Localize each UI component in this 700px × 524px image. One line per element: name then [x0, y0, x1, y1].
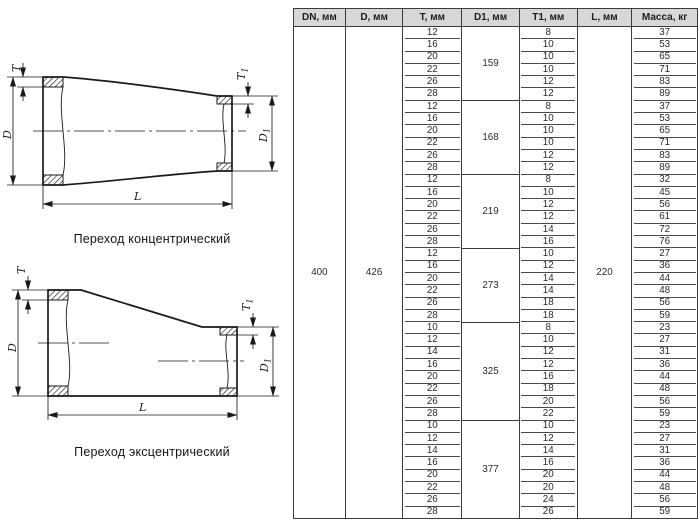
cell-t: 20 [405, 199, 460, 211]
l-dimension-label: L [134, 190, 142, 203]
cell-t: 16 [405, 187, 460, 199]
eccentric-break-lines [66, 300, 228, 388]
cell-t1: 10 [521, 421, 575, 433]
t-values [403, 27, 461, 518]
cell-mass: 72 [634, 224, 696, 236]
cell-t: 28 [405, 88, 460, 100]
cell-t: 26 [405, 494, 460, 506]
cell-t1: 18 [521, 384, 575, 396]
cell-mass: 23 [634, 421, 696, 433]
cell-mass: 27 [634, 248, 696, 260]
cell-t: 20 [405, 52, 460, 64]
cell-t1: 12 [521, 88, 575, 100]
cell-mass: 89 [634, 88, 696, 100]
cell-t: 10 [405, 322, 460, 334]
cell-mass: 83 [634, 150, 696, 162]
cell-t1: 12 [521, 76, 575, 88]
cell-t1: 10 [521, 64, 575, 76]
cell-d1-group: 325 [462, 323, 519, 421]
header-mass: Масса, кг [632, 9, 697, 27]
eccentric-wall-sections [48, 290, 237, 396]
t-dimension-label: T [15, 266, 28, 274]
cell-t: 28 [405, 408, 460, 420]
cell-t: 14 [405, 347, 460, 359]
concentric-caption: Переход концентрический [73, 232, 231, 246]
cell-t: 12 [405, 101, 460, 113]
cell-t1: 8 [521, 322, 575, 334]
cell-t1: 14 [521, 224, 575, 236]
cell-mass: 56 [634, 199, 696, 211]
cell-t1: 10 [521, 187, 575, 199]
cell-t: 12 [405, 334, 460, 346]
cell-t: 10 [405, 421, 460, 433]
cell-mass: 31 [634, 347, 696, 359]
t1-dimension-label: $T_1$ [240, 298, 255, 311]
cell-mass: 89 [634, 162, 696, 174]
col-d1 [462, 9, 520, 518]
cell-t1: 12 [521, 359, 575, 371]
d1-dimension-label: $D_1$ [258, 358, 273, 372]
eccentric-caption: Переход эксцентрический [74, 445, 230, 459]
header-dn: DN, мм [294, 9, 345, 27]
col-t1 [520, 9, 578, 518]
cell-t: 16 [405, 457, 460, 469]
cell-d1-group: 168 [462, 101, 519, 175]
cell-t: 12 [405, 27, 460, 39]
cell-t1: 10 [521, 248, 575, 260]
cell-mass: 44 [634, 273, 696, 285]
cell-t: 28 [405, 236, 460, 248]
cell-mass: 27 [634, 433, 696, 445]
d1-values [462, 27, 519, 518]
cell-mass: 71 [634, 138, 696, 150]
cell-mass: 48 [634, 384, 696, 396]
cell-t: 14 [405, 445, 460, 457]
cell-mass: 56 [634, 494, 696, 506]
diagrams-panel [0, 0, 290, 524]
d-dimension-label: D [6, 343, 19, 352]
cell-t1: 10 [521, 334, 575, 346]
cell-d1-group: 159 [462, 27, 519, 101]
t-dimension-label: T [10, 64, 23, 72]
cell-t: 28 [426, 506, 438, 518]
cell-t: 12 [405, 175, 460, 187]
cell-t: 26 [405, 76, 460, 88]
col-t [403, 9, 462, 518]
t1-values [520, 27, 577, 518]
header-d1: D1, мм [462, 9, 519, 27]
d1-dimension-label: $D_1$ [257, 128, 272, 142]
cell-mass: 27 [634, 334, 696, 346]
header-d: D, мм [346, 9, 403, 27]
cell-t: 22 [405, 482, 460, 494]
cell-mass: 56 [634, 396, 696, 408]
cell-mass: 53 [634, 39, 696, 51]
cell-mass: 65 [634, 52, 696, 64]
cell-mass: 71 [634, 64, 696, 76]
cell-mass: 53 [634, 113, 696, 125]
cell-mass: 23 [634, 322, 696, 334]
cell-t: 22 [405, 64, 460, 76]
col-d [346, 9, 404, 518]
col-l [578, 9, 633, 518]
cell-mass: 36 [634, 457, 696, 469]
cell-t: 12 [405, 433, 460, 445]
cell-mass: 48 [634, 482, 696, 494]
mass-values [632, 27, 697, 518]
cell-mass: 37 [634, 27, 696, 39]
cell-t: 26 [405, 150, 460, 162]
cell-t1: 10 [521, 138, 575, 150]
cell-t: 28 [405, 162, 460, 174]
cell-t1: 18 [521, 310, 575, 322]
cell-t1: 14 [521, 285, 575, 297]
cell-mass: 36 [634, 359, 696, 371]
cell-t: 22 [405, 285, 460, 297]
cell-t1: 8 [521, 175, 575, 187]
cell-mass: 44 [634, 470, 696, 482]
cell-mass: 59 [659, 506, 671, 518]
col-mass [632, 9, 697, 518]
cell-t1: 8 [521, 27, 575, 39]
cell-d-value: 426 [365, 267, 383, 278]
cell-t1: 16 [521, 236, 575, 248]
cell-t1: 20 [521, 470, 575, 482]
cell-dn-value: 400 [311, 267, 328, 278]
cell-mass: 32 [634, 175, 696, 187]
cell-t1: 8 [521, 101, 575, 113]
cell-mass: 37 [634, 101, 696, 113]
cell-mass: 76 [634, 236, 696, 248]
cell-t1: 16 [521, 457, 575, 469]
cell-t: 26 [405, 396, 460, 408]
header-t: T, мм [403, 9, 461, 27]
cell-t: 28 [405, 310, 460, 322]
cell-t1: 14 [521, 445, 575, 457]
cell-l-value: 220 [596, 267, 613, 278]
header-t1: T1, мм [520, 9, 577, 27]
cell-t1: 12 [521, 150, 575, 162]
header-l: L, мм [578, 9, 632, 27]
cell-t1: 12 [521, 211, 575, 223]
cell-mass: 45 [634, 187, 696, 199]
cell-mass: 65 [634, 125, 696, 137]
concentric-reducer-drawing [1, 63, 278, 209]
cell-mass: 56 [634, 298, 696, 310]
d-dimension-label: D [1, 130, 14, 139]
cell-t1: 12 [521, 347, 575, 359]
cell-t1: 12 [521, 261, 575, 273]
cell-mass: 48 [634, 285, 696, 297]
cell-t1: 20 [521, 482, 575, 494]
cell-t1: 10 [521, 125, 575, 137]
cell-mass: 59 [634, 310, 696, 322]
cell-t1: 12 [521, 433, 575, 445]
col-dn [294, 9, 346, 518]
cell-t: 16 [405, 39, 460, 51]
cell-d1-group: 219 [462, 175, 519, 249]
eccentric-reducer-drawing [6, 265, 279, 420]
cell-t1: 20 [521, 396, 575, 408]
cell-t: 26 [405, 224, 460, 236]
cell-t1: 10 [521, 39, 575, 51]
cell-t1: 12 [521, 199, 575, 211]
cell-t: 22 [405, 211, 460, 223]
cell-t1: 18 [521, 298, 575, 310]
cell-t1: 10 [521, 113, 575, 125]
cell-mass: 31 [634, 445, 696, 457]
cell-t: 22 [405, 138, 460, 150]
cell-t: 20 [405, 371, 460, 383]
cell-d1-group: 377 [482, 463, 499, 475]
cell-d1-group: 273 [462, 249, 519, 323]
cell-t: 20 [405, 125, 460, 137]
cell-t: 26 [405, 298, 460, 310]
cell-t1: 16 [521, 371, 575, 383]
cell-t: 16 [405, 113, 460, 125]
cell-mass: 61 [634, 211, 696, 223]
cell-t: 16 [405, 359, 460, 371]
cell-mass: 83 [634, 76, 696, 88]
cell-t1: 14 [521, 273, 575, 285]
cell-mass: 36 [634, 261, 696, 273]
cell-t1: 10 [521, 52, 575, 64]
eccentric-contour [48, 290, 237, 396]
cell-t1: 24 [521, 494, 575, 506]
l-dimension-label: L [139, 401, 147, 414]
cell-mass: 59 [634, 408, 696, 420]
cell-t: 12 [405, 248, 460, 260]
cell-t: 16 [405, 261, 460, 273]
cell-mass: 44 [634, 371, 696, 383]
cell-t: 22 [405, 384, 460, 396]
dimensions-table [293, 8, 698, 519]
cell-t1: 26 [542, 506, 554, 518]
t1-dimension-label: $T_1$ [235, 67, 250, 80]
cell-t1: 22 [521, 408, 575, 420]
cell-t: 20 [405, 273, 460, 285]
cell-t: 20 [405, 470, 460, 482]
cell-t1: 12 [521, 162, 575, 174]
